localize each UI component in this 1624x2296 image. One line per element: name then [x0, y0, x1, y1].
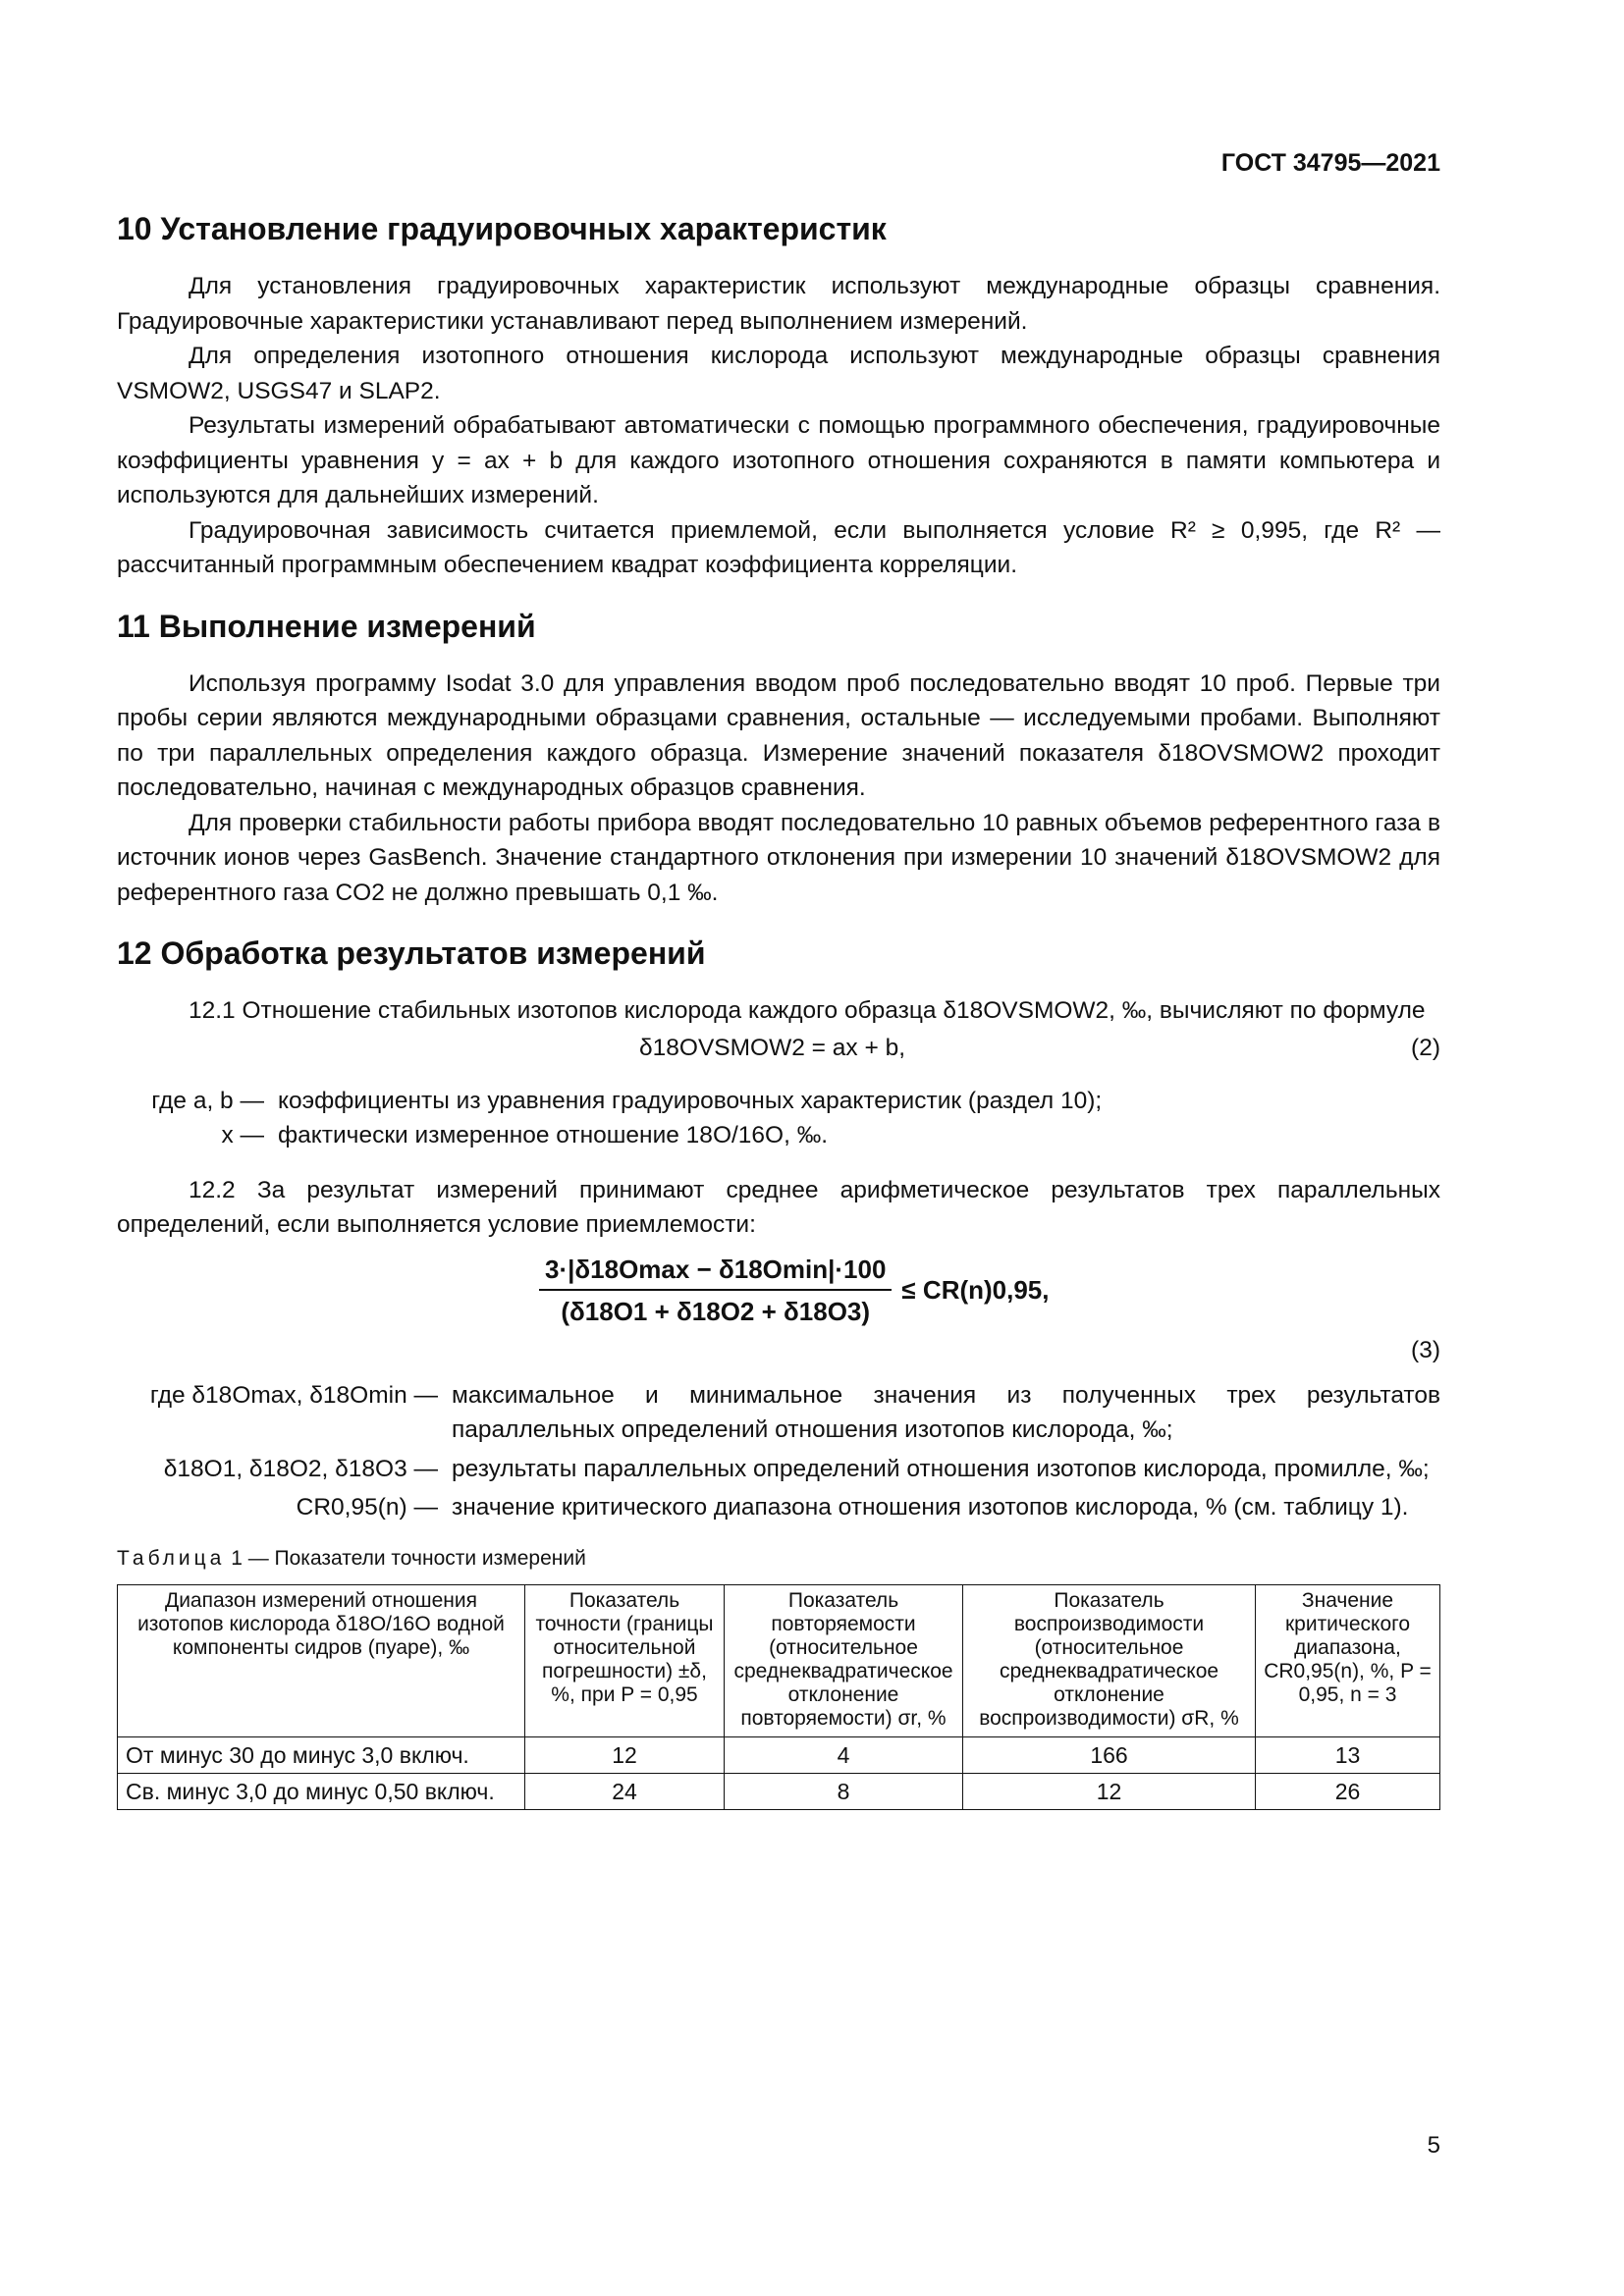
equation-2	[117, 1029, 1440, 1076]
equation-3-rhs: ≤ CR(n)0,95,	[901, 1275, 1050, 1305]
cell-accuracy: 24	[525, 1773, 725, 1809]
cell-critical-range: 13	[1256, 1736, 1440, 1773]
where-description: максимальное и минимальное значения из полученных трех результатов параллельных определений отношения изотопов кислорода, ‰;	[452, 1381, 1440, 1443]
equation-3-denominator: (δ18O1 + δ18O2 + δ18O3)	[561, 1296, 871, 1326]
table-row	[118, 1773, 1440, 1809]
equation-3-formula	[539, 1255, 1050, 1327]
where-row	[117, 1084, 1440, 1119]
cell-repeatability: 8	[725, 1773, 963, 1809]
table-caption-prefix: Таблица	[117, 1546, 226, 1570]
equation-3	[117, 1255, 1440, 1370]
table-row	[118, 1736, 1440, 1773]
where-row	[117, 1118, 1440, 1153]
cell-repeatability: 4	[725, 1736, 963, 1773]
cell-critical-range: 26	[1256, 1773, 1440, 1809]
table-caption	[117, 1547, 1440, 1571]
section-10-paragraph-4: Градуировочная зависимость считается приемлемой, если выполняется условие R² ≥ 0,995, где R² — рассчитанный программным обеспечением квадрат коэффициента корреляции.	[117, 516, 1440, 578]
header-range: Диапазон измерений отношения изотопов кислорода δ18O/16O водной компоненты сидров (пуаре), ‰	[118, 1584, 525, 1736]
cell-reproducibility: 12	[963, 1773, 1256, 1809]
where-description: коэффициенты из уравнения градуировочных характеристик (раздел 10);	[278, 1087, 1103, 1114]
section-12-title: 12 Обработка результатов измерений	[117, 935, 706, 971]
equation-3-number: (3)	[1411, 1336, 1440, 1363]
header-reproducibility: Показатель воспроизводимости (относительное среднеквадратическое отклонение воспроизводимости) σR, %	[963, 1584, 1256, 1736]
document-id: ГОСТ 34795—2021	[1220, 149, 1440, 177]
cell-range: Св. минус 3,0 до минус 0,50 включ.	[118, 1773, 525, 1809]
section-11-title: 11 Выполнение измерений	[117, 608, 536, 644]
where-description: значение критического диапазона отношения изотопов кислорода, % (см. таблицу 1).	[452, 1494, 1409, 1521]
where-row	[117, 1452, 1440, 1487]
where-description: фактически измеренное отношение 18O/16O, ‰.	[278, 1122, 829, 1148]
header-accuracy: Показатель точности (границы относительной погрешности) ±δ, %, при P = 0,95	[525, 1584, 725, 1736]
where-label: CR0,95(n) —	[296, 1494, 438, 1521]
where-description: результаты параллельных определений отношения изотопов кислорода, промилле, ‰;	[452, 1455, 1430, 1482]
header-repeatability: Показатель повторяемости (относительное среднеквадратическое отклонение повторяемости) σr, %	[725, 1584, 963, 1736]
section-10-paragraph-3: Результаты измерений обрабатывают автоматически с помощью программного обеспечения, градуировочные коэффициенты уравнения y = ax + b для каждого изотопного отношения сохраняются в памяти компьютера и используются для дальнейших измерений.	[117, 412, 1440, 508]
header-critical-range: Значение критического диапазона, CR0,95(n), %, P = 0,95, n = 3	[1256, 1584, 1440, 1736]
section-10-paragraph-2: Для определения изотопного отношения кислорода используют международные образцы сравнения VSMOW2, USGS47 и SLAP2.	[117, 343, 1440, 404]
equation-2-number: (2)	[1411, 1034, 1440, 1061]
section-11-paragraph-1: Используя программу Isodat 3.0 для управления вводом проб последовательно вводят 10 проб. Первые три пробы серии являются международными образцами сравнения, остальные — исследуемыми пробами. Выполняют по три параллельных определения каждого образца. Измерение значений показателя δ18OVSMOW2 проходит последовательно, начиная с международных образцов сравнения.	[117, 669, 1440, 801]
equation-2-formula: δ18OVSMOW2 = ax + b,	[639, 1034, 905, 1061]
cell-accuracy: 12	[525, 1736, 725, 1773]
table-header-row	[118, 1584, 1440, 1736]
where-row	[117, 1490, 1440, 1525]
cell-range: От минус 30 до минус 3,0 включ.	[118, 1736, 525, 1773]
accuracy-table	[117, 1584, 1440, 1810]
page-number: 5	[1427, 2132, 1440, 2159]
section-12-paragraph-2: 12.2 За результат измерений принимают среднее арифметическое результатов трех параллельных определений, если выполняется условие приемлемости:	[117, 1176, 1440, 1238]
section-11-paragraph-2: Для проверки стабильности работы прибора вводят последовательно 10 равных объемов референтного газа в источник ионов через GasBench. Значение стандартного отклонения при измерении 10 значений δ18OVSMOW2 для референтного газа CO2 не должно превышать 0,1 ‰.	[117, 809, 1440, 906]
where-label: где a, b —	[151, 1087, 264, 1114]
section-10-title: 10 Установление градуировочных характеристик	[117, 211, 887, 246]
page-content	[117, 211, 1440, 1810]
where-label: δ18O1, δ18O2, δ18O3 —	[163, 1455, 438, 1482]
table-caption-text: 1 — Показатели точности измерений	[231, 1546, 586, 1570]
where-label: где δ18Omax, δ18Omin —	[149, 1381, 438, 1409]
section-10-paragraph-1: Для установления градуировочных характеристик используют международные образцы сравнения. Градуировочные характеристики устанавливают перед выполнением измерений.	[117, 273, 1440, 335]
equation-3-numerator: 3·|δ18Omax − δ18Omin|·100	[539, 1255, 892, 1291]
where-row	[117, 1378, 1440, 1448]
section-12-paragraph-1: 12.1 Отношение стабильных изотопов кислорода каждого образца δ18OVSMOW2, ‰, вычисляют по формуле	[189, 997, 1426, 1024]
where-label: x —	[221, 1122, 264, 1148]
cell-reproducibility: 166	[963, 1736, 1256, 1773]
